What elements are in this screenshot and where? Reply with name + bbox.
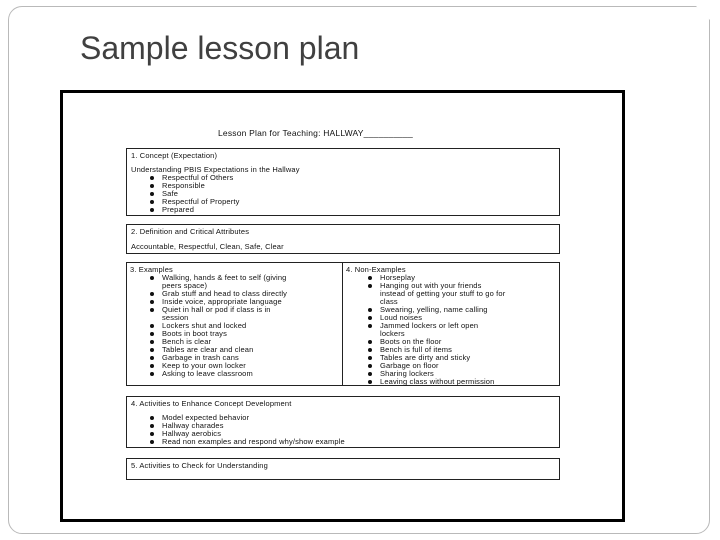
bullet-icon [368, 316, 372, 320]
bullet-icon [368, 308, 372, 312]
list-item: Prepared [146, 206, 240, 214]
list-item: Respectful of Property [146, 198, 240, 206]
list-item: Hallway aerobics [146, 430, 345, 438]
definition-text: Accountable, Respectful, Clean, Safe, Clear [131, 242, 284, 251]
list-item: Horseplay [364, 274, 505, 282]
bullet-icon [150, 200, 154, 204]
list-item: session [162, 313, 189, 322]
examples-divider [342, 262, 343, 386]
list-item: Quiet in hall or pod if class is in [146, 306, 287, 314]
list-item: Hallway charades [146, 422, 345, 430]
check-understanding-title: 5. Activities to Check for Understanding [131, 461, 268, 470]
bullet-icon [150, 356, 154, 360]
list-item: Swearing, yelling, name calling [364, 306, 505, 314]
concept-intro: Understanding PBIS Expectations in the Hallway [131, 165, 300, 174]
list-item: Asking to leave classroom [146, 370, 287, 378]
list-item: Boots in boot trays [146, 330, 287, 338]
bullet-icon [150, 308, 154, 312]
list-item: Bench is clear [146, 338, 287, 346]
bullet-icon [150, 440, 154, 444]
activities-list [146, 414, 345, 446]
list-item: Sharing lockers [364, 370, 505, 378]
bullet-icon [150, 340, 154, 344]
list-item: Read non examples and respond why/show example [146, 438, 345, 446]
list-item: Garbage in trash cans [146, 354, 287, 362]
slide-title: Sample lesson plan [80, 30, 360, 66]
bullet-icon [150, 176, 154, 180]
definition-title: 2. Definition and Critical Attributes [131, 227, 250, 236]
list-item: instead of getting your stuff to go for [380, 289, 506, 298]
bullet-icon [368, 380, 372, 384]
bullet-icon [368, 284, 372, 288]
examples-list [146, 274, 287, 378]
list-item: Respectful of Others [146, 174, 240, 182]
slide-corner-fold [696, 6, 710, 20]
bullet-icon [150, 276, 154, 280]
bullet-icon [368, 364, 372, 368]
non-examples-list [364, 274, 505, 386]
bullet-icon [150, 184, 154, 188]
list-item: lockers [380, 329, 405, 338]
non-examples-title: 4. Non-Examples [346, 265, 406, 274]
list-item: Keep to your own locker [146, 362, 287, 370]
list-item: Model expected behavior [146, 414, 345, 422]
bullet-icon [150, 292, 154, 296]
list-item: Leaving class without permission [364, 378, 505, 386]
list-item: Inside voice, appropriate language [146, 298, 287, 306]
list-item: Tables are dirty and sticky [364, 354, 505, 362]
bullet-icon [150, 424, 154, 428]
bullet-icon [150, 324, 154, 328]
activities-title: 4. Activities to Enhance Concept Development [131, 399, 292, 408]
examples-title: 3. Examples [130, 265, 173, 274]
bullet-icon [150, 348, 154, 352]
bullet-icon [368, 340, 372, 344]
list-item: Grab stuff and head to class directly [146, 290, 287, 298]
list-item: Responsible [146, 182, 240, 190]
bullet-icon [368, 372, 372, 376]
list-item: peers space) [162, 281, 208, 290]
list-item: Loud noises [364, 314, 505, 322]
bullet-icon [150, 208, 154, 212]
bullet-icon [368, 276, 372, 280]
list-item: Boots on the floor [364, 338, 505, 346]
list-item: Tables are clear and clean [146, 346, 287, 354]
concept-title: 1. Concept (Expectation) [131, 151, 218, 160]
bullet-icon [150, 364, 154, 368]
bullet-icon [150, 192, 154, 196]
bullet-icon [150, 416, 154, 420]
concept-list [146, 174, 240, 214]
bullet-icon [150, 432, 154, 436]
bullet-icon [368, 356, 372, 360]
bullet-icon [368, 324, 372, 328]
list-item: Bench is full of items [364, 346, 505, 354]
bullet-icon [150, 372, 154, 376]
list-item: Garbage on floor [364, 362, 505, 370]
bullet-icon [150, 300, 154, 304]
lesson-plan-heading: Lesson Plan for Teaching: HALLWAY__________ [218, 128, 413, 138]
bullet-icon [368, 348, 372, 352]
list-item: Hanging out with your friends [364, 282, 505, 290]
list-item: Walking, hands & feet to self (giving [146, 274, 287, 282]
list-item: Safe [146, 190, 240, 198]
list-item: class [380, 297, 398, 306]
list-item: Jammed lockers or left open [364, 322, 505, 330]
bullet-icon [150, 332, 154, 336]
list-item: Lockers shut and locked [146, 322, 287, 330]
